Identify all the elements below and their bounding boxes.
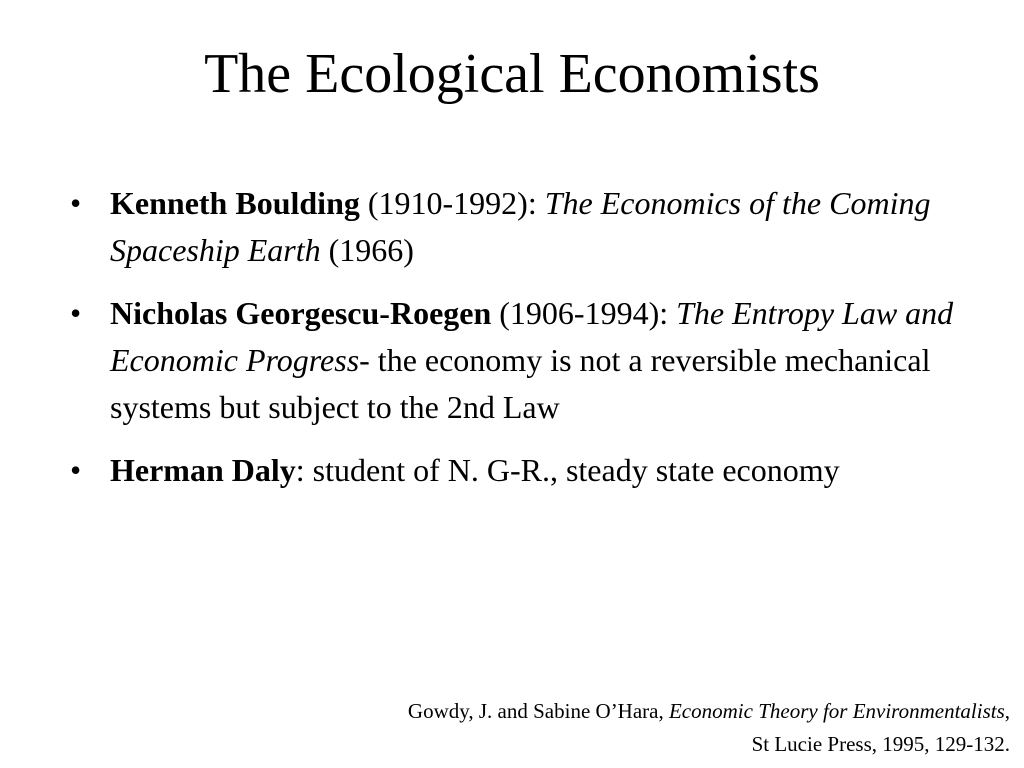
citation-book-title: Economic Theory for Environmentalists — [668, 699, 1005, 723]
bullet-item-daly — [70, 447, 970, 494]
bullet-glyph: • — [70, 295, 82, 331]
bullet-item-georgescu-roegen — [70, 290, 970, 431]
citation-authors: Gowdy, J. and Sabine O’Hara, — [407, 699, 669, 723]
bullet-glyph: • — [70, 452, 82, 488]
economist-name: Nicholas Georgescu-Roegen — [110, 295, 492, 331]
economist-dates: (1910-1992): — [359, 185, 545, 221]
slide-title: The Ecological Economists — [204, 43, 820, 105]
bullet-glyph: • — [70, 185, 82, 221]
bullet-list — [70, 180, 970, 510]
economist-name: Herman Daly — [110, 452, 296, 488]
citation-line-1 — [210, 695, 1010, 728]
economist-name: Kenneth Boulding — [110, 185, 360, 221]
citation-comma: , — [1004, 699, 1010, 723]
bullet-item-boulding — [70, 180, 970, 274]
economist-dates: (1906-1994): — [491, 295, 677, 331]
citation-publisher: St Lucie Press, 1995, 129-132. — [751, 732, 1010, 756]
economist-work: The Economics of the Coming Spaceship Earth — [110, 185, 931, 268]
economist-work: The Entropy Law and Economic Progress — [110, 295, 954, 378]
citation — [210, 695, 1010, 761]
bullet-tail: (1966) — [320, 232, 414, 268]
bullet-tail: - the economy is not a reversible mechanical systems but subject to the 2nd Law — [110, 342, 931, 425]
bullet-tail: : student of N. G-R., steady state economy — [295, 452, 840, 488]
